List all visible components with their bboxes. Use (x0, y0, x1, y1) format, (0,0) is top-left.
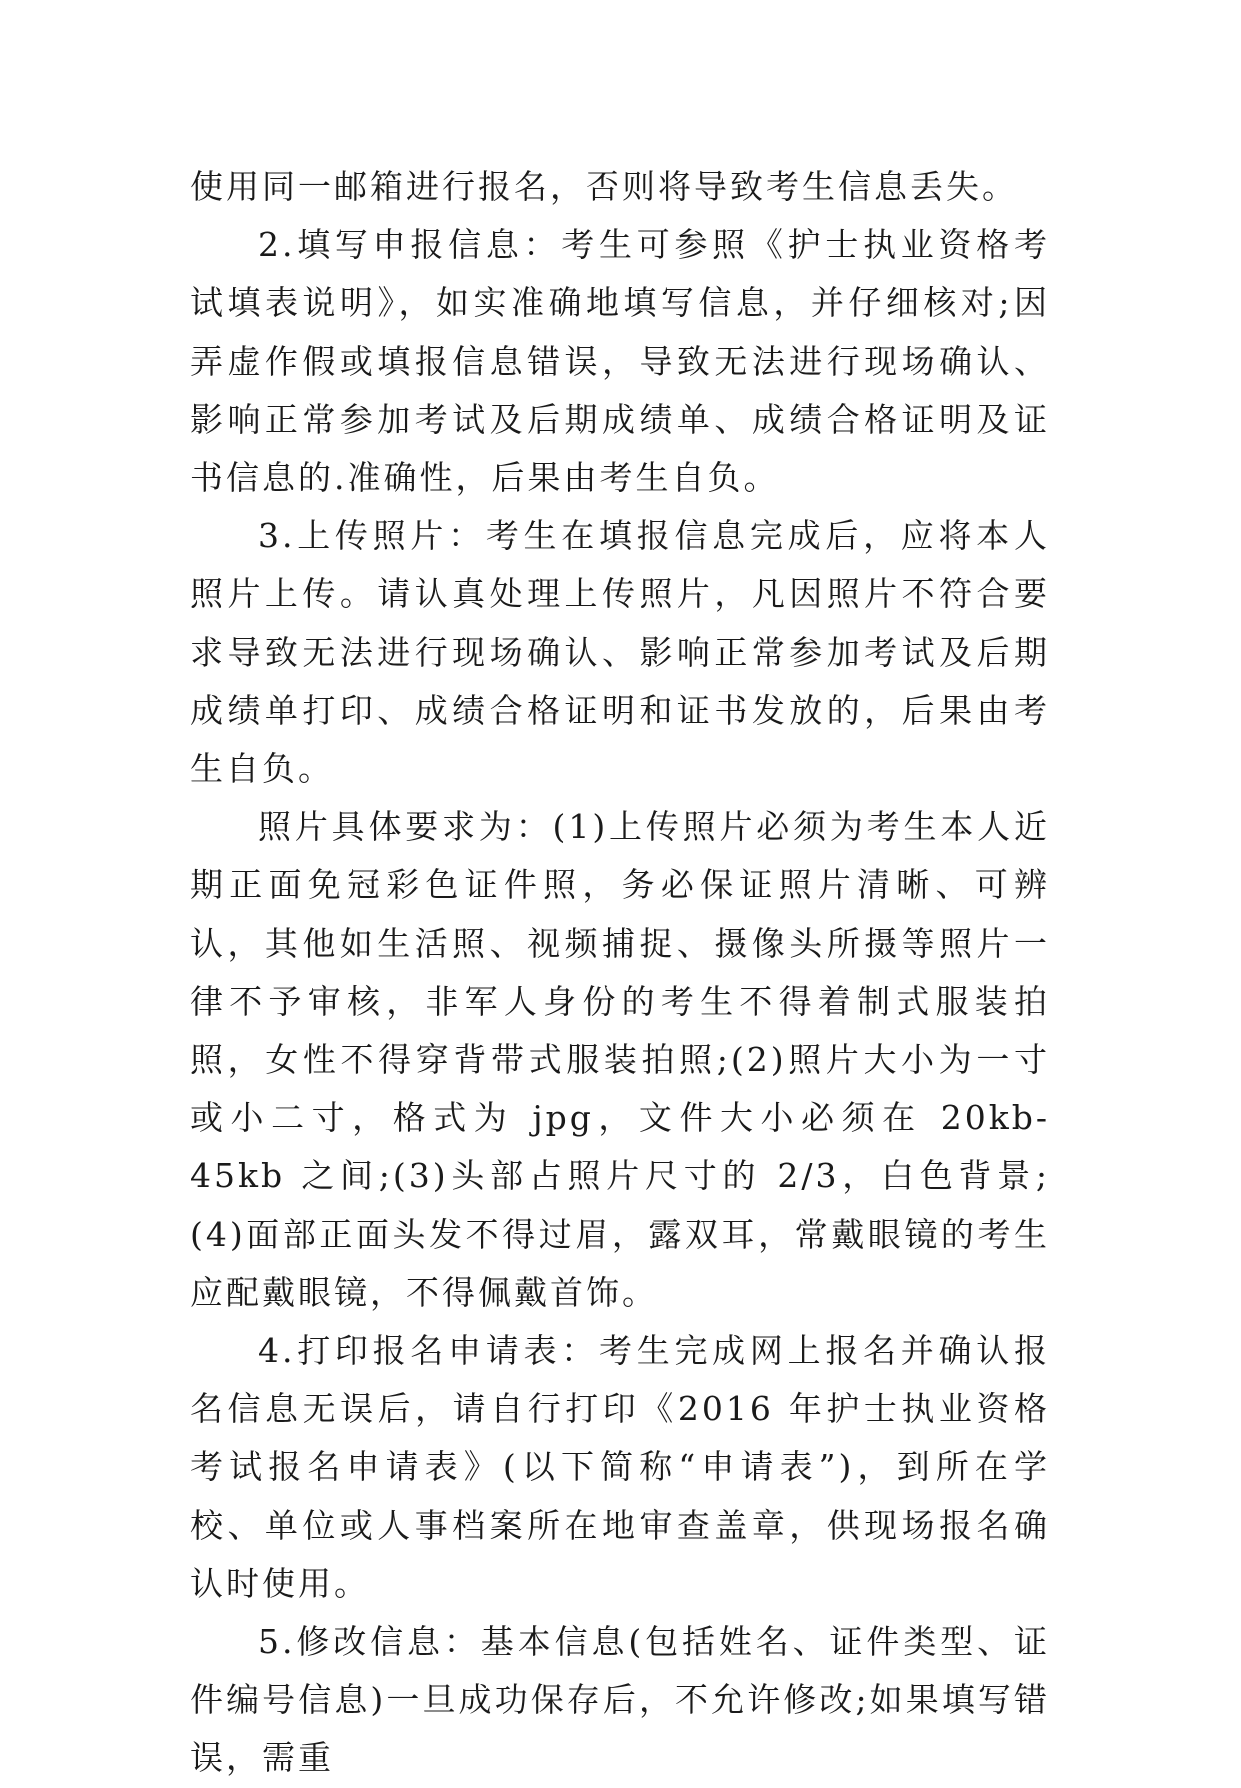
paragraph-upload-photo: 3.上传照片：考生在填报信息完成后，应将本人照片上传。请认真处理上传照片，凡因照片不符合要求导致无法进行现场确认、影响正常参加考试及后期成绩单打印、成绩合格证明和证书发放的，后果由考生自负。 (190, 516, 1050, 789)
paragraph-fill-info: 2.填写申报信息：考生可参照《护士执业资格考试填表说明》，如实准确地填写信息，并仔细核对;因弄虚作假或填报信息错误，导致无法进行现场确认、影响正常参加考试及后期成绩单、成绩合格证明及证书信息的.准确性，后果由考生自负。 (190, 225, 1050, 498)
paragraph-print-form: 4.打印报名申请表：考生完成网上报名并确认报名信息无误后，请自行打印《2016 年护士执业资格考试报名申请表》(以下简称“申请表”)，到所在学校、单位或人事档案所在地审查盖章，供现场报名确认时使用。 (190, 1331, 1050, 1603)
document-body (190, 158, 1050, 1788)
paragraph-continuation: 使用同一邮箱进行报名，否则将导致考生信息丢失。 (190, 167, 1018, 206)
paragraph-photo-requirements: 照片具体要求为：(1)上传照片必须为考生本人近期正面免冠彩色证件照，务必保证照片清晰、可辨认，其他如生活照、视频捕捉、摄像头所摄等照片一律不予审核，非军人身份的考生不得着制式服装拍照，女性不得穿背带式服装拍照;(2)照片大小为一寸或小二寸，格式为 jpg，文件大小必须在 20kb-45kb 之间;(3)头部占照片尺寸的 2/3，白色背景;(4)面部正面头发不得过眉，露双耳，常戴眼镜的考生应配戴眼镜，不得佩戴首饰。 (190, 807, 1050, 1312)
paragraph-modify-info: 5.修改信息：基本信息(包括姓名、证件类型、证件编号信息)一旦成功保存后，不允许修改;如果填写错误，需重 (190, 1622, 1050, 1778)
